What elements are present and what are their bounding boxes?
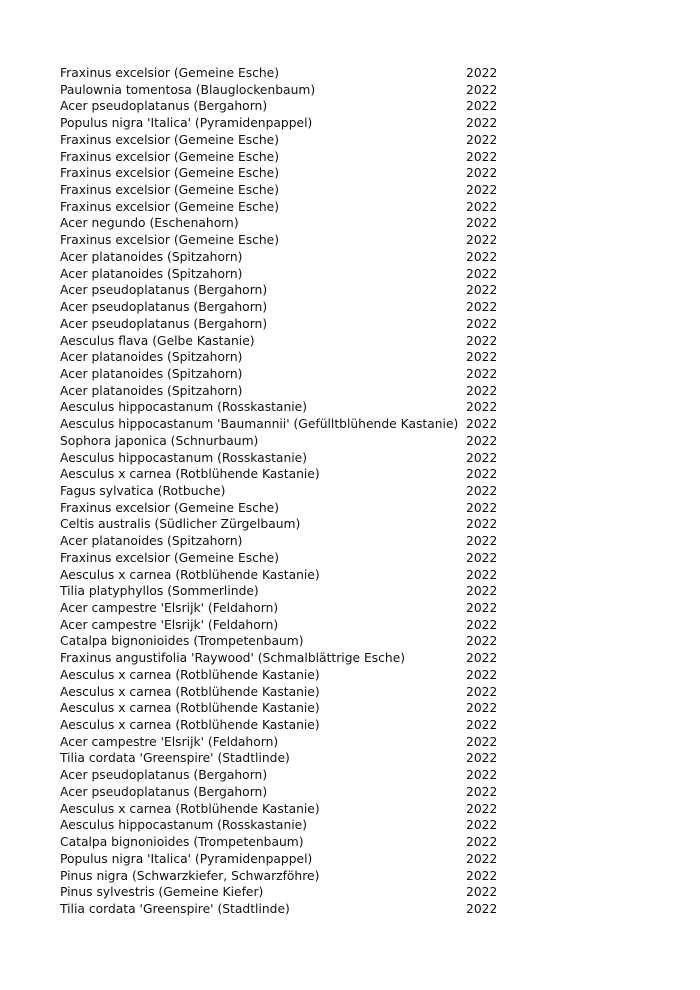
table-row <box>60 433 506 450</box>
planting-year-cell: 2022 <box>466 132 498 147</box>
table-row <box>60 684 506 701</box>
planting-year-cell: 2022 <box>466 768 498 783</box>
planting-year-cell: 2022 <box>466 266 498 281</box>
planting-year-cell: 2022 <box>466 617 498 632</box>
planting-year-cell: 2022 <box>466 467 498 482</box>
planting-year-cell: 2022 <box>466 751 498 766</box>
planting-year-cell: 2022 <box>466 584 498 599</box>
table-row <box>60 667 506 684</box>
table-row <box>60 801 506 818</box>
tree-species-cell: Aesculus hippocastanum (Rosskastanie) <box>60 400 308 415</box>
tree-species-cell: Populus nigra 'Italica' (Pyramidenpappel) <box>60 116 313 131</box>
table-row <box>60 617 506 634</box>
tree-species-cell: Aesculus flava (Gelbe Kastanie) <box>60 333 255 348</box>
tree-species-cell: Fraxinus excelsior (Gemeine Esche) <box>60 132 280 147</box>
tree-species-cell: Fraxinus excelsior (Gemeine Esche) <box>60 66 280 80</box>
tree-species-cell: Acer platanoides (Spitzahorn) <box>60 383 243 398</box>
planting-year-cell: 2022 <box>466 534 498 549</box>
tree-species-cell: Fraxinus excelsior (Gemeine Esche) <box>60 149 280 164</box>
tree-species-cell: Aesculus x carnea (Rotblühende Kastanie) <box>60 701 320 716</box>
table-row <box>60 533 506 550</box>
tree-species-cell: Acer platanoides (Spitzahorn) <box>60 266 243 281</box>
table-row <box>60 132 506 149</box>
planting-year-cell: 2022 <box>466 149 498 164</box>
planting-year-cell: 2022 <box>466 450 498 465</box>
planting-year-cell: 2022 <box>466 835 498 850</box>
planting-year-cell: 2022 <box>466 651 498 666</box>
table-row <box>60 65 506 82</box>
table-row <box>60 98 506 115</box>
tree-species-cell: Catalpa bignonioides (Trompetenbaum) <box>60 835 304 850</box>
table-row <box>60 182 506 199</box>
planting-year-cell: 2022 <box>466 333 498 348</box>
planting-year-cell: 2022 <box>466 734 498 749</box>
table-row <box>60 450 506 467</box>
tree-species-cell: Tilia cordata 'Greenspire' (Stadtlinde) <box>60 901 290 916</box>
planting-year-cell: 2022 <box>466 400 498 415</box>
tree-species-cell: Aesculus x carnea (Rotblühende Kastanie) <box>60 567 320 582</box>
tree-species-cell: Acer campestre 'Elsrijk' (Feldahorn) <box>60 617 279 632</box>
table-row <box>60 299 506 316</box>
planting-year-cell: 2022 <box>466 300 498 315</box>
tree-species-cell: Fagus sylvatica (Rotbuche) <box>60 483 226 498</box>
tree-species-cell: Acer campestre 'Elsrijk' (Feldahorn) <box>60 601 279 615</box>
tree-species-cell: Acer pseudoplatanus (Bergahorn) <box>60 784 268 799</box>
tree-species-cell: Aesculus x carnea (Rotblühende Kastanie) <box>60 718 320 733</box>
tree-species-cell: Aesculus x carnea (Rotblühende Kastanie) <box>60 667 320 682</box>
planting-year-cell: 2022 <box>466 801 498 816</box>
table-row <box>60 416 506 433</box>
table-row <box>60 600 506 617</box>
tree-species-cell: Pinus nigra (Schwarzkiefer, Schwarzföhre) <box>60 868 320 883</box>
planting-year-cell: 2022 <box>466 99 498 114</box>
table-row <box>60 383 506 400</box>
tree-species-cell: Sophora japonica (Schnurbaum) <box>60 433 259 448</box>
planting-year-cell: 2022 <box>466 851 498 866</box>
table-row <box>60 567 506 584</box>
tree-species-cell: Celtis australis (Südlicher Zürgelbaum) <box>60 517 301 532</box>
table-row <box>60 266 506 283</box>
planting-year-cell: 2022 <box>466 517 498 532</box>
planting-year-cell: 2022 <box>466 350 498 365</box>
planting-year-cell: 2022 <box>466 500 498 515</box>
table-row <box>60 282 506 299</box>
table-row <box>60 817 506 834</box>
table-row <box>60 734 506 751</box>
planting-year-cell: 2022 <box>466 550 498 565</box>
tree-species-cell: Acer negundo (Eschenahorn) <box>60 216 239 231</box>
tree-species-cell: Fraxinus excelsior (Gemeine Esche) <box>60 183 280 198</box>
table-row <box>60 333 506 350</box>
tree-species-cell: Acer platanoides (Spitzahorn) <box>60 350 243 365</box>
planting-year-cell: 2022 <box>466 166 498 181</box>
table-row <box>60 700 506 717</box>
planting-year-cell: 2022 <box>466 667 498 682</box>
planting-year-cell: 2022 <box>466 183 498 198</box>
tree-species-cell: Acer pseudoplatanus (Bergahorn) <box>60 768 268 783</box>
tree-species-cell: Fraxinus angustifolia 'Raywood' (Schmalblättrige Esche) <box>60 651 406 666</box>
table-row <box>60 466 506 483</box>
tree-species-cell: Acer platanoides (Spitzahorn) <box>60 249 243 264</box>
planting-year-cell: 2022 <box>466 199 498 214</box>
planting-year-cell: 2022 <box>466 818 498 833</box>
planting-year-cell: 2022 <box>466 701 498 716</box>
tree-species-cell: Catalpa bignonioides (Trompetenbaum) <box>60 634 304 649</box>
table-row <box>60 165 506 182</box>
planting-year-cell: 2022 <box>466 316 498 331</box>
table-row <box>60 868 506 885</box>
table-row <box>60 149 506 166</box>
planting-year-cell: 2022 <box>466 718 498 733</box>
planting-year-cell: 2022 <box>466 116 498 131</box>
tree-species-cell: Paulownia tomentosa (Blauglockenbaum) <box>60 82 316 97</box>
table-row <box>60 650 506 667</box>
table-row <box>60 717 506 734</box>
table-row <box>60 115 506 132</box>
tree-species-cell: Fraxinus excelsior (Gemeine Esche) <box>60 550 280 565</box>
table-row <box>60 550 506 567</box>
table-row <box>60 500 506 517</box>
table-row <box>60 316 506 333</box>
planting-year-cell: 2022 <box>466 283 498 298</box>
planting-year-cell: 2022 <box>466 233 498 248</box>
table-row <box>60 583 506 600</box>
planting-year-cell: 2022 <box>466 249 498 264</box>
planting-year-cell: 2022 <box>466 684 498 699</box>
table-row <box>60 483 506 500</box>
tree-species-cell: Tilia cordata 'Greenspire' (Stadtlinde) <box>60 751 290 766</box>
planting-year-cell: 2022 <box>466 868 498 883</box>
planting-year-cell: 2022 <box>466 601 498 615</box>
table-row <box>60 633 506 650</box>
planting-year-cell: 2022 <box>466 567 498 582</box>
tree-species-cell: Fraxinus excelsior (Gemeine Esche) <box>60 199 280 214</box>
tree-species-cell: Pinus sylvestris (Gemeine Kiefer) <box>60 885 264 900</box>
planting-year-cell: 2022 <box>466 366 498 381</box>
tree-species-cell: Aesculus hippocastanum (Rosskastanie) <box>60 450 308 465</box>
planting-year-cell: 2022 <box>466 66 498 80</box>
tree-species-cell: Populus nigra 'Italica' (Pyramidenpappel) <box>60 851 313 866</box>
table-row <box>60 784 506 801</box>
tree-rows <box>60 65 506 918</box>
table-row <box>60 249 506 266</box>
tree-species-cell: Tilia platyphyllos (Sommerlinde) <box>60 584 259 599</box>
tree-species-cell: Aesculus x carnea (Rotblühende Kastanie) <box>60 801 320 816</box>
planting-year-cell: 2022 <box>466 433 498 448</box>
tree-species-cell: Fraxinus excelsior (Gemeine Esche) <box>60 166 280 181</box>
table-row <box>60 215 506 232</box>
table-row <box>60 349 506 366</box>
tree-species-cell: Acer platanoides (Spitzahorn) <box>60 534 243 549</box>
tree-species-cell: Acer pseudoplatanus (Bergahorn) <box>60 316 268 331</box>
table-row <box>60 767 506 784</box>
tree-species-cell: Fraxinus excelsior (Gemeine Esche) <box>60 500 280 515</box>
tree-species-cell: Acer pseudoplatanus (Bergahorn) <box>60 283 268 298</box>
table-row <box>60 399 506 416</box>
table-row <box>60 750 506 767</box>
tree-species-cell: Aesculus x carnea (Rotblühende Kastanie) <box>60 467 320 482</box>
tree-species-cell: Acer platanoides (Spitzahorn) <box>60 366 243 381</box>
tree-species-cell: Aesculus hippocastanum 'Baumannii' (Gefülltblühende Kastanie) <box>60 417 459 432</box>
table-row <box>60 834 506 851</box>
planting-year-cell: 2022 <box>466 417 498 432</box>
table-row <box>60 901 506 918</box>
tree-species-cell: Acer campestre 'Elsrijk' (Feldahorn) <box>60 734 279 749</box>
planting-year-cell: 2022 <box>466 483 498 498</box>
planting-year-cell: 2022 <box>466 216 498 231</box>
planting-year-cell: 2022 <box>466 82 498 97</box>
table-row <box>60 199 506 216</box>
planting-year-cell: 2022 <box>466 885 498 900</box>
table-row <box>60 851 506 868</box>
tree-species-cell: Aesculus x carnea (Rotblühende Kastanie) <box>60 684 320 699</box>
planting-year-cell: 2022 <box>466 383 498 398</box>
table-row <box>60 516 506 533</box>
tree-species-cell: Aesculus hippocastanum (Rosskastanie) <box>60 818 308 833</box>
table-row <box>60 884 506 901</box>
tree-species-cell: Acer pseudoplatanus (Bergahorn) <box>60 300 268 315</box>
table-row <box>60 232 506 249</box>
table-row <box>60 366 506 383</box>
tree-planting-table <box>60 65 506 918</box>
planting-year-cell: 2022 <box>466 784 498 799</box>
planting-year-cell: 2022 <box>466 901 498 916</box>
table-row <box>60 82 506 99</box>
planting-year-cell: 2022 <box>466 634 498 649</box>
tree-species-cell: Fraxinus excelsior (Gemeine Esche) <box>60 233 280 248</box>
tree-species-cell: Acer pseudoplatanus (Bergahorn) <box>60 99 268 114</box>
